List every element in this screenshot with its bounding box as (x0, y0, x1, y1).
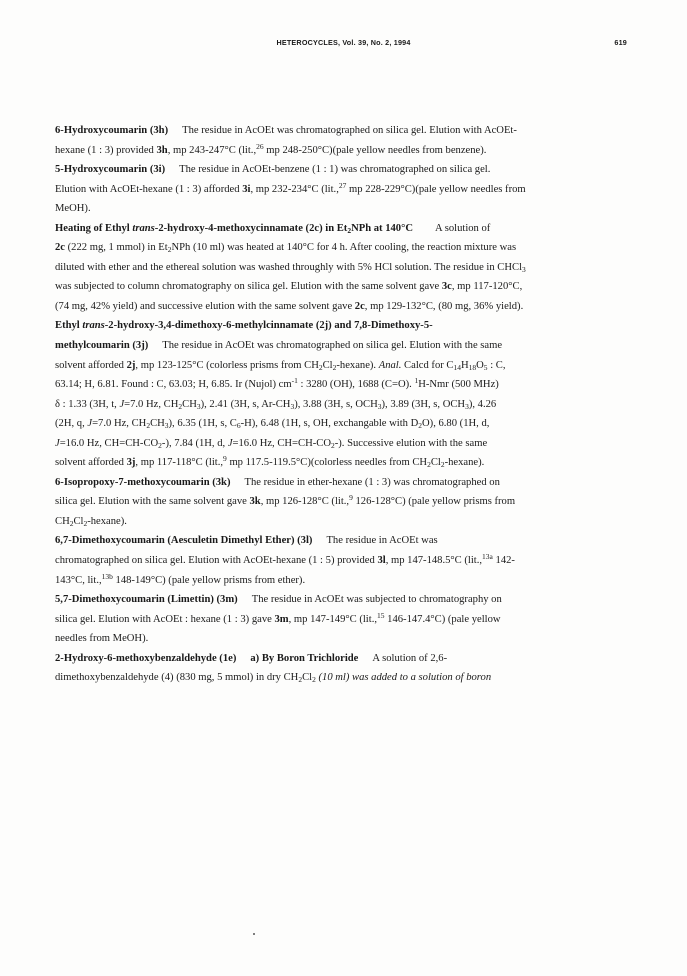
text-run: 2 (167, 245, 172, 255)
text-run: -1 (291, 376, 298, 386)
text-run: (74 mg, 42% yield) and successive elution with the same solvent gave (55, 300, 355, 312)
text-run: trans (82, 320, 105, 332)
text-run: mp 117.5-119.5°C)(colorless needles from CH (226, 457, 428, 469)
text-run: , mp 117-118°C (lit., (135, 457, 224, 469)
text-run: 3 (377, 401, 382, 411)
text-line (55, 336, 633, 356)
text-line (55, 121, 633, 141)
text-run: 2 (83, 518, 88, 528)
text-run: 2 (318, 362, 323, 372)
text-run: solvent afforded (55, 359, 127, 371)
text-run: 143°C, lit., (55, 574, 102, 586)
text-run: O), 6.80 (1H, d, (422, 418, 490, 430)
text-run: MeOH). (55, 203, 91, 215)
text-run: CH (55, 515, 70, 527)
text-run: 146-147.4°C) (pale yellow (384, 613, 501, 625)
text-run: (222 mg, 1 mmol) in Et (65, 242, 168, 254)
text-run: O (476, 359, 484, 371)
compound-heading: 6-Hydroxycoumarin (3h) (55, 125, 169, 136)
text-run: ), 4.26 (468, 398, 497, 410)
text-run: NPh (10 ml) was heated at 140°C for 4 h. After cooling, the reaction mixture was (171, 242, 517, 254)
text-run: Cl (302, 672, 313, 684)
text-run: ), 2.41 (3H, s, Ar-CH (200, 398, 291, 410)
compound-heading: 2-Hydroxy-6-methoxybenzaldehyde (1e) (55, 652, 237, 664)
text-run: 2c (354, 300, 365, 312)
text-run: =16.0 Hz, CH=CH-CO (232, 437, 331, 449)
text-run: , mp 126-128°C (lit., (260, 496, 350, 508)
text-run: 3h (156, 144, 168, 156)
text-run: -hexane). (87, 515, 127, 527)
text-run: 148-149°C) (pale yellow prisms from ether). (112, 574, 306, 586)
text-run: ), 3.89 (3H, s, OCH (381, 398, 466, 410)
text-run: J (55, 437, 60, 449)
text-run: Calcd for C (401, 359, 454, 371)
text-run: 2 (347, 225, 352, 235)
text-line (55, 629, 633, 649)
text-line (55, 141, 633, 161)
text-run: mp 248-250°C)(pale yellow needles from benzene). (263, 144, 487, 156)
text-run: , mp 243-247°C (lit., (167, 144, 257, 156)
text-run: =7.0 Hz, CH (92, 418, 147, 430)
section-heading (55, 320, 433, 331)
text-run: 3k (249, 496, 261, 508)
text-run: The residue in ether-hexane (1 : 3) was chromatographed on (244, 476, 500, 488)
text-run: chromatographed on silica gel. Elution with AcOEt-hexane (1 : 5) provided (55, 555, 378, 567)
compound-heading: 6-Isopropoxy-7-methoxycoumarin (3k) (55, 476, 231, 488)
text-run: 13b (101, 571, 113, 581)
text-run: ), 3.88 (3H, s, OCH (294, 398, 378, 410)
text-line (55, 512, 633, 532)
journal-citation: HETEROCYCLES, Vol. 39, No. 2, 1994 (276, 38, 411, 47)
text-run: : 3280 (OH), 1688 (C=O). (297, 379, 415, 391)
text-run: -hexane). (444, 457, 485, 469)
text-run: , mp 123-125°C (colorless prisms from CH (135, 359, 319, 371)
text-run: 3m (274, 613, 289, 625)
text-run: 2 (178, 401, 183, 411)
text-run: 2 (158, 440, 162, 450)
text-line (55, 453, 633, 473)
text-line (55, 395, 633, 415)
text-run: 3l (377, 555, 386, 567)
text-run: 5 (483, 362, 488, 372)
compound-heading: 6,7-Dimethoxycoumarin (Aesculetin Dimethyl Ether) (3l) (55, 535, 313, 547)
text-line (55, 649, 633, 669)
text-run: Cl (430, 457, 441, 469)
text-run: 15 (377, 610, 385, 620)
text-run: 9 (349, 493, 353, 503)
text-run: 126-128°C) (pale yellow prisms from (352, 496, 516, 508)
running-header (60, 38, 627, 54)
text-run: Anal. (378, 359, 402, 371)
text-run: A solution of 2,6- (372, 652, 448, 664)
page-number: 619 (614, 38, 627, 47)
text-run: 3 (196, 401, 201, 411)
text-run: 3 (290, 401, 295, 411)
text-run: The residue in AcOEt was chromatographed on silica gel. Elution with the same (162, 340, 503, 352)
text-run: ), 6.35 (1H, s, C (168, 418, 237, 430)
text-line (55, 531, 633, 551)
text-run: 2 (427, 460, 431, 470)
text-run: 2 (332, 362, 337, 372)
page-body (55, 121, 633, 688)
text-run: -2-hydroxy-3,4-dimethoxy-6-methylcinnamate (2j) and 7,8-Dimethoxy-5- (104, 320, 433, 332)
scan-speck (253, 933, 255, 935)
text-run: =16.0 Hz, CH=CH-CO (59, 437, 159, 449)
text-run: 9 (223, 454, 227, 464)
compound-heading: 5-Hydroxycoumarin (3i) (55, 164, 166, 176)
text-run: dimethoxybenzaldehyde (4) (830 mg, 5 mmol) in dry CH (55, 672, 299, 684)
text-run: 13a (482, 552, 493, 562)
text-line (55, 180, 633, 200)
text-run: 2 (312, 675, 316, 685)
text-run: 3 (465, 401, 469, 411)
text-run: CH (150, 418, 165, 430)
text-run: mp 228-229°C)(pale yellow needles from (346, 183, 526, 195)
text-line (55, 199, 633, 219)
text-line (55, 375, 633, 395)
text-line (55, 473, 633, 493)
text-run: δ : 1.33 (3H, t, (55, 398, 120, 410)
method-subheading: a) By Boron Trichloride (250, 652, 359, 664)
text-line (55, 571, 633, 591)
text-line (55, 219, 633, 239)
text-run: J (87, 418, 93, 430)
text-run: , mp 147-148.5°C (lit., (385, 555, 483, 567)
text-line (55, 551, 633, 571)
text-line (55, 238, 633, 258)
text-run: 2 (146, 421, 151, 431)
text-run: , mp 232-234°C (lit., (250, 183, 339, 195)
text-run: methylcoumarin (3j) (55, 340, 149, 352)
text-run: 63.14; H, 6.81. Found : C, 63.03; H, 6.85. Ir (Nujol) cm (55, 379, 292, 391)
text-run: A solution of (435, 222, 491, 234)
text-run: : C, (487, 359, 506, 371)
text-run: 18 (468, 362, 477, 372)
text-line (55, 316, 633, 336)
text-line (55, 356, 633, 376)
text-run: Elution with AcOEt-hexane (1 : 3) afforded (55, 183, 243, 195)
text-run: -2-hydroxy-4-methoxycinnamate (2c) in Et (154, 222, 348, 234)
text-line (55, 414, 633, 434)
text-run: 2 (418, 421, 423, 431)
text-run: 27 (338, 180, 347, 190)
text-line (55, 668, 633, 688)
text-run: H-Nmr (500 MHz) (418, 379, 499, 391)
text-line (55, 492, 633, 512)
text-run: 3 (522, 264, 526, 274)
text-run: The residue in AcOEt-benzene (1 : 1) was chromatographed on silica gel. (179, 164, 491, 176)
text-line (55, 610, 633, 630)
text-run: (10 ml) was added to a solution of boron (315, 672, 492, 684)
text-run: 2 (331, 440, 335, 450)
text-run: solvent afforded (55, 457, 127, 469)
text-run: Heating of Ethyl (55, 222, 133, 234)
text-run: hexane (1 : 3) provided (55, 144, 157, 156)
text-line (55, 434, 633, 454)
text-run: , mp 129-132°C, (80 mg, 36% yield). (364, 300, 524, 312)
text-run: J (119, 398, 125, 410)
text-run: , mp 147-149°C (lit., (288, 613, 377, 625)
text-run: 142- (492, 555, 515, 567)
text-run: 3i (242, 183, 251, 195)
text-run: was subjected to column chromatography on silica gel. Elution with the same solvent gave (55, 281, 442, 293)
text-run: 2 (298, 675, 303, 685)
text-run: Cl (322, 359, 333, 371)
text-run: CH (182, 398, 197, 410)
text-run: trans (132, 222, 155, 234)
text-run: diluted with ether and the ethereal solution was washed throughly with 5% HCl solution. The residue in CHCl (55, 261, 523, 273)
text-run: J (227, 437, 233, 449)
text-run: , mp 117-120°C, (451, 281, 523, 293)
text-run: 2 (440, 460, 445, 470)
text-run: -). Successive elution with the same (334, 437, 488, 449)
text-run: The residue in AcOEt was chromatographed on silica gel. Elution with AcOEt- (182, 125, 517, 136)
text-run: NPh at 140°C (351, 222, 413, 234)
text-run: The residue in AcOEt was (326, 535, 438, 547)
text-run: (2H, q, (55, 418, 88, 430)
text-run: 2c (55, 242, 65, 254)
text-run: -H), 6.48 (1H, s, OH, exchangable with D (240, 418, 419, 430)
text-run: 3c (441, 281, 452, 293)
section-heading (55, 223, 413, 234)
text-line (55, 258, 633, 278)
text-run: =7.0 Hz, CH (124, 398, 179, 410)
compound-heading: 5,7-Dimethoxycoumarin (Limettin) (3m) (55, 594, 238, 606)
text-run: 3 (164, 421, 169, 431)
text-run: 14 (453, 362, 461, 372)
text-run: 6 (236, 421, 241, 431)
text-run: 2j (126, 359, 136, 371)
text-run: 26 (256, 141, 264, 151)
text-run: Ethyl (55, 320, 83, 332)
text-run: 3j (126, 457, 136, 469)
text-line (55, 297, 633, 317)
text-run: Cl (73, 515, 84, 527)
text-run: silica gel. Elution with AcOEt : hexane (1 : 3) gave (55, 613, 275, 625)
text-line (55, 160, 633, 180)
text-line (55, 277, 633, 297)
text-line (55, 590, 633, 610)
text-run: H (460, 359, 469, 371)
text-run: -), 7.84 (1H, d, (161, 437, 228, 449)
text-run: 2 (69, 518, 74, 528)
text-run: -hexane). (336, 359, 379, 371)
text-run: silica gel. Elution with the same solvent gave (55, 496, 250, 508)
text-run: needles from MeOH). (55, 633, 149, 645)
text-run: The residue in AcOEt was subjected to chromatography on (251, 594, 502, 606)
text-run: 1 (414, 376, 419, 386)
